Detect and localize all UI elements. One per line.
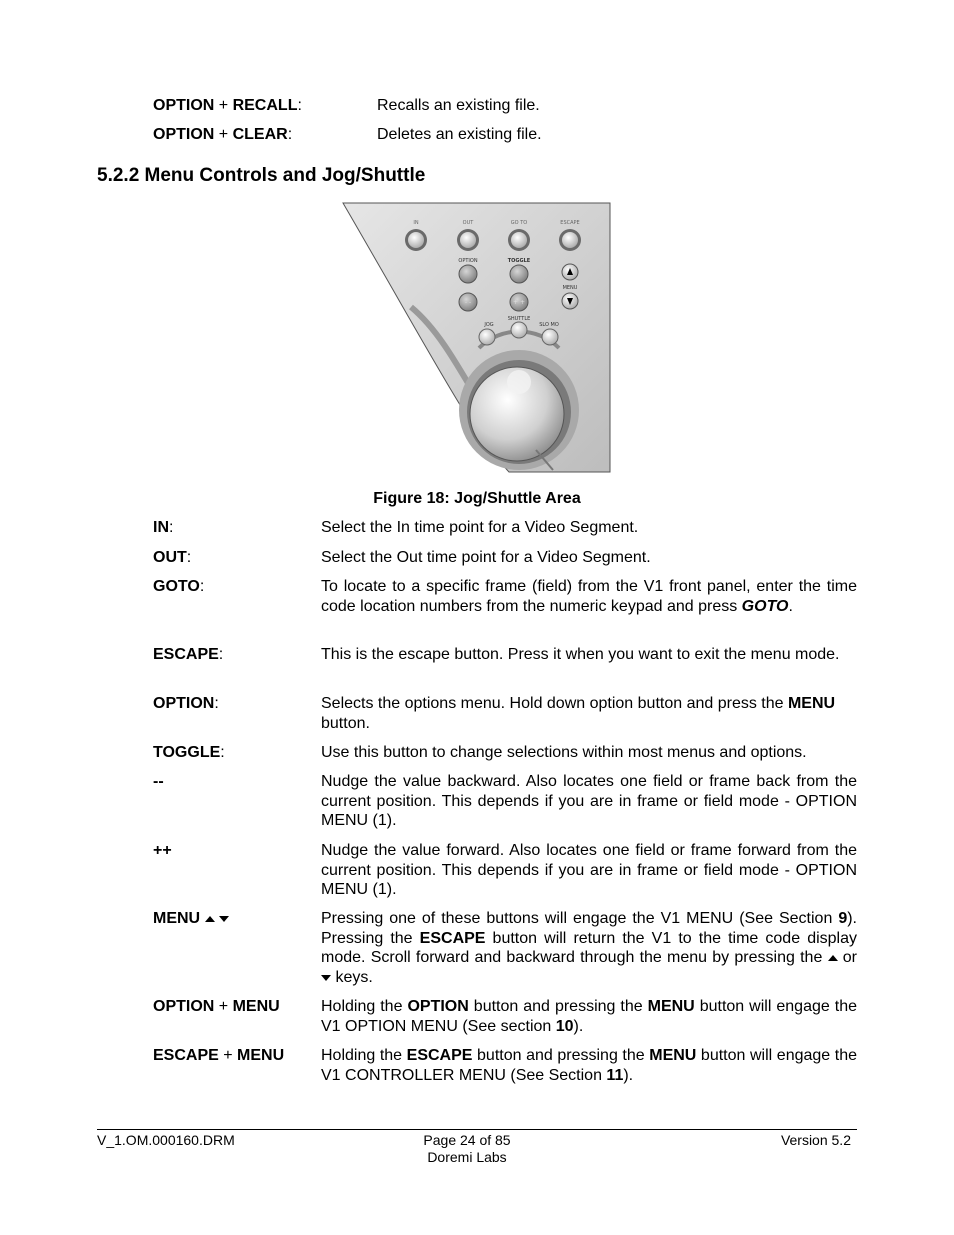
footer-version: Version 5.2 [780, 1132, 851, 1148]
def-escape-desc: This is the escape button. Press it when you want to exit the menu mode. [321, 646, 840, 663]
slomo-label: SLO MO [539, 322, 559, 328]
in-button[interactable] [408, 232, 424, 248]
toggle-label: TOGGLE [507, 258, 531, 264]
option-key: OPTION [153, 126, 215, 143]
option-recall-row: OPTION + RECALL: Recalls an existing file. [153, 97, 540, 114]
option-button[interactable] [459, 265, 477, 283]
def-toggle: TOGGLE: Use this button to change selections within most menus and options. [153, 743, 857, 763]
def-menu-desc: Pressing one of these buttons will engage the V1 MENU (See Section 9). Pressing the ESCAPE button will return the V1 to the time code display mode. Scroll forward and backward through the menu by pressing the or keys. [321, 910, 858, 986]
def-option-desc: Selects the options menu. Hold down option button and press the MENU button. [321, 695, 836, 732]
option-label: OPTION [458, 258, 478, 264]
footer-divider [97, 1129, 857, 1130]
minus-label: - - [464, 299, 472, 306]
figure-caption: Figure 18: Jog/Shuttle Area [373, 490, 581, 507]
footer-company: Doremi Labs [427, 1149, 507, 1165]
def-option-menu: OPTION + MENU Holding the OPTION button and pressing the MENU button will engage the V1 OPTION MENU (See section 10). [153, 998, 857, 1035]
option-key: OPTION [153, 97, 215, 114]
slomo-button[interactable] [542, 329, 558, 345]
out-label: OUT [462, 220, 474, 226]
def-escape-menu: ESCAPE + MENU Holding the ESCAPE button and pressing the MENU button will engage the V1 CONTROLLER MENU (See Section 11). [153, 1047, 858, 1084]
def-option: OPTION: Selects the options menu. Hold down option button and press the MENU button. [153, 694, 857, 733]
def-escape: ESCAPE: This is the escape button. Press it when you want to exit the menu mode. [153, 645, 857, 665]
def-menu: MENU Pressing one of these buttons will engage the V1 MENU (See Section 9). Pressing the ESCAPE button will return the V1 to the time code display mode. Scroll forward and backward through the menu by pressing the or keys. [153, 910, 858, 986]
def-minus: -- Nudge the value backward. Also locates one field or frame back from the current position. This depends if you are in frame or field mode - OPTION MENU (1). [153, 773, 857, 830]
def-out-desc: Select the Out time point for a Video Segment. [321, 549, 651, 566]
def-in-desc: Select the In time point for a Video Segment. [321, 519, 639, 536]
shuttle-label: SHUTTLE [507, 316, 531, 322]
option-clear-desc: Deletes an existing file. [377, 126, 542, 143]
jog-button[interactable] [479, 329, 495, 345]
footer-doc-id: V_1.OM.000160.DRM [97, 1132, 235, 1148]
shuttle-button[interactable] [511, 322, 527, 338]
def-goto: GOTO: To locate to a specific frame (field) from the V1 front panel, enter the time code location numbers from the numeric keypad and press GOTO. [153, 578, 857, 615]
def-toggle-desc: Use this button to change selections within most menus and options. [321, 744, 807, 761]
escape-button[interactable] [562, 232, 578, 248]
down-arrow-icon [321, 975, 331, 981]
toggle-button[interactable] [510, 265, 528, 283]
up-arrow-icon [828, 955, 838, 961]
escape-label: ESCAPE [560, 220, 580, 226]
option-recall-desc: Recalls an existing file. [377, 97, 540, 114]
goto-button[interactable] [511, 232, 527, 248]
up-arrow-icon [205, 916, 215, 922]
section-title: 5.2.2 Menu Controls and Jog/Shuttle [97, 165, 426, 186]
footer-page [377, 1132, 557, 1166]
menu-label: MENU [562, 285, 578, 291]
def-goto-desc: To locate to a specific frame (field) from the V1 front panel, enter the time code location numbers from the numeric keypad and press GOTO. [321, 578, 857, 615]
recall-key: RECALL [232, 97, 298, 114]
def-plus: ++ Nudge the value forward. Also locates one field or frame forward from the current position. This depends if you are in frame or field mode - OPTION MENU (1). [153, 842, 857, 899]
out-button[interactable] [460, 232, 476, 248]
jog-shuttle-figure [341, 202, 611, 473]
def-option-menu-desc: Holding the OPTION button and pressing the MENU button will engage the V1 OPTION MENU (See section 10). [321, 998, 857, 1035]
jog-label: JOG [484, 322, 494, 328]
def-minus-desc: Nudge the value backward. Also locates one field or frame back from the current position. This depends if you are in frame or field mode - OPTION MENU (1). [321, 773, 857, 830]
plus-label: + + [513, 299, 525, 306]
in-label: IN [413, 220, 419, 226]
def-in: IN: Select the In time point for a Video Segment. [153, 518, 857, 538]
jog-shuttle-panel-illustration [341, 202, 611, 473]
goto-label: GO TO [510, 220, 528, 226]
option-clear-row: OPTION + CLEAR: Deletes an existing file. [153, 126, 542, 143]
down-arrow-icon [219, 916, 229, 922]
clear-key: CLEAR [232, 126, 288, 143]
def-escape-menu-desc: Holding the ESCAPE button and pressing the MENU button will engage the V1 CONTROLLER MENU (See Section 11). [321, 1047, 858, 1084]
def-plus-desc: Nudge the value forward. Also locates one field or frame forward from the current position. This depends if you are in frame or field mode - OPTION MENU (1). [321, 842, 857, 899]
footer-page-number: Page 24 of 85 [423, 1132, 511, 1148]
def-out: OUT: Select the Out time point for a Video Segment. [153, 548, 857, 568]
